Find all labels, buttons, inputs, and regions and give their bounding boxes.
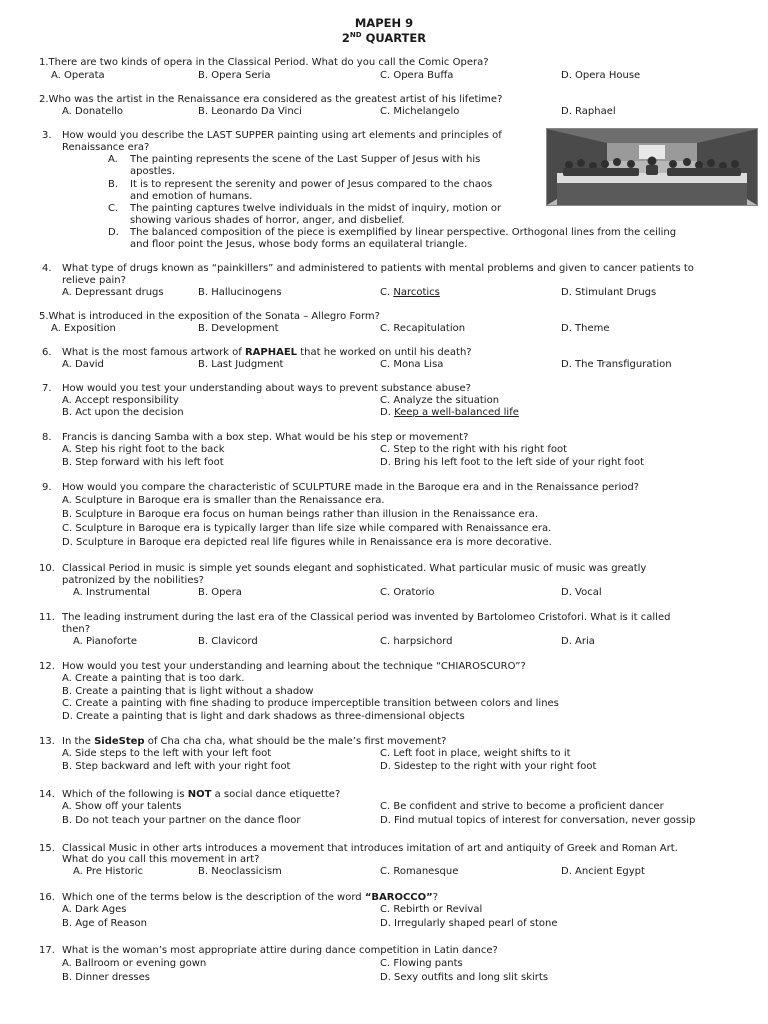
q8-option-a: A. Step his right foot to the back — [62, 444, 225, 455]
q10-number: 10. — [39, 563, 55, 574]
q15-option-d: D. Ancient Egypt — [561, 866, 645, 877]
q1-option-d: D. Opera House — [561, 70, 641, 81]
q8-option-b: B. Step forward with his left foot — [62, 457, 224, 468]
q9-option-b: B. Sculpture in Baroque era focus on human beings rather than illusion in the Renaissance era. — [62, 509, 539, 520]
q13-stem — [62, 736, 446, 748]
q15-option-c: C. Romanesque — [380, 866, 459, 877]
q11-option-c: C. harpsichord — [380, 636, 453, 647]
q11-number: 11. — [39, 612, 55, 623]
q2-option-c: C. Michelangelo — [380, 106, 460, 117]
q5-stem: 5.What is introduced in the exposition of the Sonata – Allegro Form? — [39, 311, 380, 322]
q14-stem-end: a social dance etiquette? — [211, 789, 341, 800]
last-supper-painting-image — [546, 128, 758, 206]
q11-option-a: A. Pianoforte — [73, 636, 138, 647]
q4-option-b: B. Hallucinogens — [198, 287, 282, 298]
q4-option-d: D. Stimulant Drugs — [561, 287, 657, 298]
q6-stem-end: that he worked on until his death? — [297, 347, 472, 358]
q9-number: 9. — [42, 482, 52, 493]
q11-stem-line1: The leading instrument during the last era of the Classical period was invented by Bartolomeo Cristofori. What is it called — [62, 612, 671, 623]
q5-option-a: A. Exposition — [51, 323, 116, 334]
q8-stem: Francis is dancing Samba with a box step. What would be his step or movement? — [62, 432, 469, 443]
q6-stem-start: What is the most famous artwork of — [62, 347, 245, 358]
q13-option-b: B. Step backward and left with your right foot — [62, 761, 291, 772]
q10-stem-line2: patronized by the nobilities? — [62, 575, 204, 586]
q7-number: 7. — [42, 383, 52, 394]
q17-option-c: C. Flowing pants — [380, 958, 463, 969]
q3-option-d-line2: and floor point the Jesus, whose body forms an equilateral triangle. — [130, 239, 468, 250]
q10-option-a: A. Instrumental — [73, 587, 150, 598]
q3-option-d-line1: The balanced composition of the piece is exemplified by linear perspective. Orthogonal lines from the ceiling — [130, 227, 677, 238]
q7-stem: How would you test your understanding about ways to prevent substance abuse? — [62, 383, 471, 394]
q3-option-a-line2: apostles. — [130, 166, 176, 177]
q13-option-c: C. Left foot in place, weight shifts to it — [380, 748, 571, 759]
q14-option-a: A. Show off your talents — [62, 801, 182, 812]
q3-option-a-label: A. — [108, 154, 118, 165]
q16-stem-emphasis: “BAROCCO” — [364, 892, 433, 903]
q6-stem-emphasis: RAPHAEL — [244, 347, 298, 358]
q5-option-c: C. Recapitulation — [380, 323, 466, 334]
q17-option-d: D. Sexy outfits and long slit skirts — [380, 972, 549, 983]
q9-option-a: A. Sculpture in Baroque era is smaller than the Renaissance era. — [62, 495, 385, 506]
q3-option-d-label: D. — [108, 227, 119, 238]
q15-stem-line2: What do you call this movement in art? — [62, 854, 260, 865]
q4-number: 4. — [42, 263, 52, 274]
q3-option-c-line1: The painting captures twelve individuals in the midst of inquiry, motion or — [130, 203, 502, 214]
q1-stem: 1.There are two kinds of opera in the Classical Period. What do you call the Comic Opera? — [39, 57, 489, 68]
q10-option-c: C. Oratorio — [380, 587, 435, 598]
q14-number: 14. — [39, 789, 55, 800]
q6-number: 6. — [42, 347, 52, 358]
q4-option-c-letter: C. — [380, 287, 394, 298]
q17-option-a: A. Ballroom or evening gown — [62, 958, 207, 969]
q13-stem-end: of Cha cha cha, what should be the male’s first movement? — [144, 736, 447, 747]
q11-stem-line2: then? — [62, 624, 91, 635]
q7-option-c: C. Analyze the situation — [380, 395, 500, 406]
q13-stem-start: In the — [62, 736, 95, 747]
q1-option-c: C. Opera Buffa — [380, 70, 454, 81]
q4-stem-line2: relieve pain? — [62, 275, 126, 286]
q3-option-b-line2: and emotion of humans. — [130, 191, 253, 202]
q5-option-b: B. Development — [198, 323, 279, 334]
q14-stem — [62, 789, 340, 801]
q4-option-c — [380, 287, 440, 299]
q7-option-d-letter: D. — [380, 407, 395, 418]
q2-option-a: A. Donatello — [62, 106, 124, 117]
q15-stem-line1: Classical Music in other arts introduces a movement that introduces imitation of art and antiquity of Greek and Roman Art. — [62, 843, 678, 854]
q12-option-a: A. Create a painting that is too dark. — [62, 673, 245, 684]
q16-stem-start: Which one of the terms below is the description of the word — [62, 892, 365, 903]
q6-option-a: A. David — [62, 359, 104, 370]
q3-option-b-line1: It is to represent the serenity and power of Jesus compared to the chaos — [130, 179, 493, 190]
q1-option-a: A. Operata — [51, 70, 105, 81]
q6-option-b: B. Last Judgment — [198, 359, 284, 370]
q12-option-c: C. Create a painting with fine shading to produce imperceptible transition between colors and lines — [62, 698, 559, 709]
q11-option-d: D. Aria — [561, 636, 595, 647]
q3-stem-line2: Renaissance era? — [62, 142, 150, 153]
q16-option-c: C. Rebirth or Revival — [380, 904, 483, 915]
q6-stem — [62, 347, 472, 359]
q8-number: 8. — [42, 432, 52, 443]
exam-title: MAPEH 9 — [354, 16, 414, 30]
q13-number: 13. — [39, 736, 55, 747]
q14-stem-emphasis: NOT — [187, 789, 212, 800]
q16-option-d: D. Irregularly shaped pearl of stone — [380, 918, 558, 929]
q12-option-d: D. Create a painting that is light and dark shadows as three-dimensional objects — [62, 711, 465, 722]
q7-option-b: B. Act upon the decision — [62, 407, 184, 418]
q7-option-d-answer: Keep a well-balanced life — [394, 407, 519, 418]
q13-option-a: A. Side steps to the left with your left foot — [62, 748, 272, 759]
q6-option-c: C. Mona Lisa — [380, 359, 444, 370]
q16-number: 16. — [39, 892, 55, 903]
q9-stem: How would you compare the characteristic of SCULPTURE made in the Baroque era and in the Renaissance period? — [62, 482, 639, 493]
q15-option-b: B. Neoclassicism — [198, 866, 282, 877]
q3-option-a-line1: The painting represents the scene of the Last Supper of Jesus with his — [130, 154, 481, 165]
q17-number: 17. — [39, 945, 55, 956]
q15-option-a: A. Pre Historic — [73, 866, 144, 877]
q17-stem: What is the woman’s most appropriate attire during dance competition in Latin dance? — [62, 945, 498, 956]
quarter-label: QUARTER — [365, 31, 427, 45]
quarter-superscript: ND — [349, 31, 362, 40]
q2-option-d: D. Raphael — [561, 106, 616, 117]
q3-stem-line1: How would you describe the LAST SUPPER painting using art elements and principles of — [62, 130, 502, 141]
q9-option-c: C. Sculpture in Baroque era is typically larger than life size while compared with Renaissance era. — [62, 523, 552, 534]
q7-option-d — [380, 407, 519, 419]
q4-stem-line1: What type of drugs known as “painkillers” and administered to patients with mental problems and given to cancer patients to — [62, 263, 694, 274]
q2-stem: 2.Who was the artist in the Renaissance era considered as the greatest artist of his lifetime? — [39, 94, 503, 105]
q11-option-b: B. Clavicord — [198, 636, 258, 647]
q14-option-d: D. Find mutual topics of interest for conversation, never gossip — [380, 815, 696, 826]
q7-option-a: A. Accept responsibility — [62, 395, 179, 406]
q1-option-b: B. Opera Seria — [198, 70, 271, 81]
q16-stem — [62, 892, 438, 904]
q6-option-d: D. The Transfiguration — [561, 359, 672, 370]
q3-option-c-label: C. — [108, 203, 119, 214]
q2-option-b: B. Leonardo Da Vinci — [198, 106, 302, 117]
exam-quarter — [0, 31, 768, 45]
q12-stem: How would you test your understanding and learning about the technique “CHIAROSCURO”? — [62, 661, 526, 672]
quarter-number: 2 — [341, 31, 350, 45]
q4-option-a: A. Depressant drugs — [62, 287, 164, 298]
q9-option-d: D. Sculpture in Baroque era depicted real life figures while in Renaissance era is more decorative. — [62, 537, 552, 548]
q15-number: 15. — [39, 843, 55, 854]
q13-stem-emphasis: SideStep — [94, 736, 145, 747]
q3-number: 3. — [42, 130, 52, 141]
q16-option-a: A. Dark Ages — [62, 904, 127, 915]
q5-option-d: D. Theme — [561, 323, 610, 334]
q12-number: 12. — [39, 661, 55, 672]
q14-stem-start: Which of the following is — [62, 789, 188, 800]
q8-option-c: C. Step to the right with his right foot — [380, 444, 568, 455]
q3-option-b-label: B. — [108, 179, 119, 190]
q14-option-b: B. Do not teach your partner on the dance floor — [62, 815, 301, 826]
q13-option-d: D. Sidestep to the right with your right foot — [380, 761, 597, 772]
painting-illustration — [547, 129, 757, 205]
q10-option-d: D. Vocal — [561, 587, 602, 598]
q16-option-b: B. Age of Reason — [62, 918, 147, 929]
q16-stem-end: ? — [432, 892, 439, 903]
q12-option-b: B. Create a painting that is light without a shadow — [62, 686, 314, 697]
q3-option-c-line2: showing various shades of horror, anger, and disbelief. — [130, 215, 405, 226]
q17-option-b: B. Dinner dresses — [62, 972, 150, 983]
q14-option-c: C. Be confident and strive to become a proficient dancer — [380, 801, 664, 812]
q4-option-c-answer: Narcotics — [393, 287, 440, 298]
q10-stem-line1: Classical Period in music is simple yet sounds elegant and sophisticated. What particular music of music was greatly — [62, 563, 647, 574]
q8-option-d: D. Bring his left foot to the left side of your right foot — [380, 457, 645, 468]
q10-option-b: B. Opera — [198, 587, 242, 598]
